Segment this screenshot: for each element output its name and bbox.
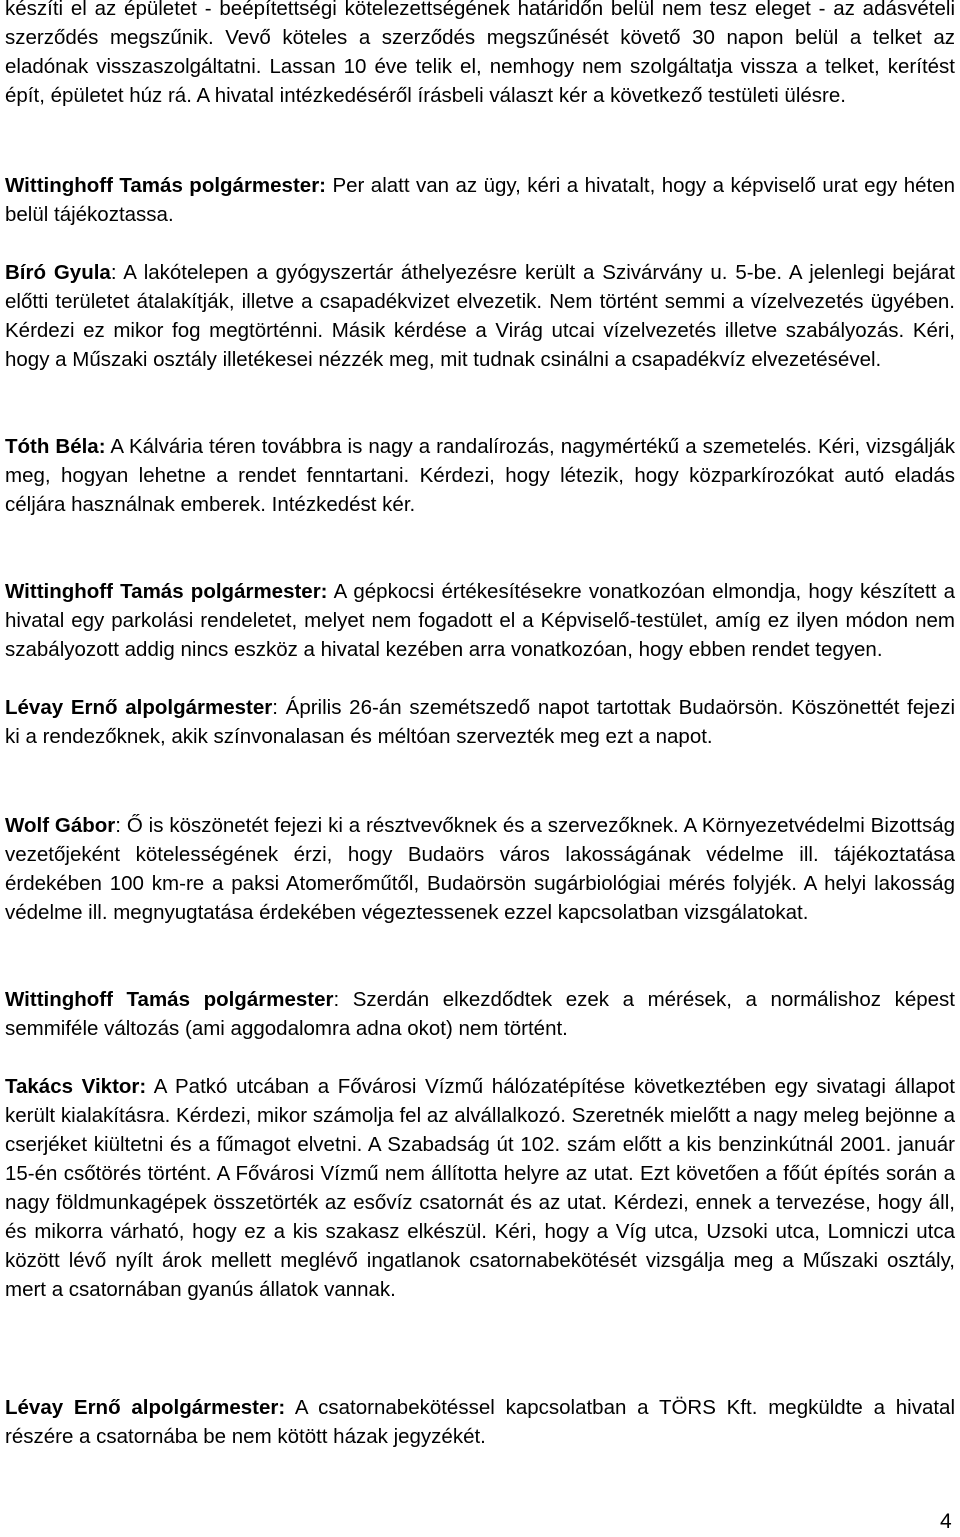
speaker-name: Wittinghoff Tamás polgármester:	[5, 580, 328, 603]
paragraph-wittinghoff-2	[5, 577, 955, 664]
speaker-name: Bíró Gyula	[5, 261, 111, 284]
paragraph-wittinghoff-3: Wittinghoff Tamás polgármester: Szerdán elkezdődtek ezek a mérések, a normálishoz képest semmiféle változás (ami aggodalomra adna okot) nem történt.	[5, 988, 955, 1040]
paragraph-biro-gyula: Bíró Gyula: A lakótelepen a gyógyszertár áthelyezésre került a Szivárvány u. 5-be. A jelenlegi bejárat előtti területet átalakítják, illetve a csapadékvizet elvezetik. Nem történt semmi a vízelvezetés ügyében. Kérdezi ez mikor fog megtörténni. Másik kérdése a Virág utcai vízelvezetés illetve szabályozás. Kéri, hogy a Műszaki osztály illetékesei nézzék meg, mit tudnak csinálni a csapadékvíz elvezetésével.	[5, 261, 955, 371]
paragraph-text: A Kálvária téren továbbra is nagy a randalírozás, nagymértékű a szemetelés. Kéri, vizsgálják meg, hogyan lehetne a rendet fenntartani. Kérdezi, hogy létezik, hogy közparkírozókat autó eladás céljára használnak emberek. Intézkedést kér.	[5, 435, 955, 516]
paragraph-text: Per alatt van az ügy, kéri a hivatalt, hogy a képviselő urat egy héten belül tájékoztassa.	[5, 174, 955, 226]
paragraph-text: A Patkó utcában a Fővárosi Vízmű hálózatépítése következtében egy sivatagi állapot került kialakításra. Kérdezi, mikor számolja fel az alvállalkozó. Szeretnék mielőtt a nagy meleg bejönne a cserjéket kiültetni és a fűmagot elvetni. A Szabadság út 102. szám előtt a kis benzinkútnál 2001. január 15-én csőtörés történt. A Fővárosi Vízmű nem állította helyre az utat. Ezt követően a főút építés során a nagy földmunkagépek összetörték az esővíz csatornát és az utat. Kérdezi, ennek a tervezése, hogy áll, és mikorra várható, hogy ez a kis szakasz elkészül. Kéri, hogy a Víg utca, Uzsoki utca, Lomniczi utca között lévő nyílt árok mellett meglévő ingatlanok csatornabekötését vizsgálja meg a Műszaki osztály, mert a csatornában gyanús állatok vannak.	[5, 1075, 955, 1301]
speaker-name: Wittinghoff Tamás polgármester:	[5, 174, 326, 197]
paragraph-text: A lakótelepen a gyógyszertár áthelyezésre került a Szivárvány u. 5-be. A jelenlegi bejárat előtti területet átalakítják, illetve a csapadékvizet elvezetik. Nem történt semmi a vízelvezetés ügyében. Kérdezi ez mikor fog megtörténni. Másik kérdése a Virág utcai vízelvezetés illetve szabályozás. Kéri, hogy a Műszaki osztály illetékesei nézzék meg, mit tudnak csinálni a csapadékvíz elvezetésével.	[5, 261, 955, 371]
paragraph-takacs-viktor	[5, 1072, 955, 1304]
paragraph-text: A csatornabekötéssel kapcsolatban a TÖRS Kft. megküldte a hivatal részére a csatornába be nem kötött házak jegyzékét.	[5, 1396, 956, 1448]
paragraph-wittinghoff-1	[5, 171, 955, 229]
paragraph-text: Ő is köszönetét fejezi ki a résztvevőknek és a szervezőknek. A Környezetvédelmi Bizottság vezetőjeként kötelességének érzi, hogy Budaörs város lakosságának védelme ill. tájékoztatása érdekében 100 km-re a paksi Atomerőműtől, Budaörsön sugárbiológiai mérés folyjék. A helyi lakosság védelme ill. megnyugtatása érdekében végeztessenek ezzel kapcsolatban vizsgálatokat.	[5, 814, 955, 924]
paragraph-text: A gépkocsi értékesítésekre vonatkozóan elmondja, hogy készített a hivatal egy parkolási rendeletet, melyet nem fogadott el a Képviselő-testület, amíg ez ilyen módon nem szabályozott addig nincs eszköz a hivatal kezében arra vonatkozóan, hogy ebben rendet tegyen.	[5, 580, 956, 661]
speaker-name: Takács Viktor:	[5, 1075, 147, 1098]
speaker-name: Lévay Ernő alpolgármester:	[5, 1396, 286, 1419]
speaker-name: Lévay Ernő alpolgármester	[5, 696, 273, 719]
paragraph-levay-1: Lévay Ernő alpolgármester: Április 26-án szemétszedő napot tartottak Budaörsön. Köszönettét fejezi ki a rendezőknek, akik színvonalasan és méltóan szervezték meg ezt a napot.	[5, 696, 956, 748]
speaker-name: Tóth Béla:	[5, 435, 106, 458]
page-number: 4	[940, 1510, 952, 1533]
speaker-name: Wolf Gábor	[5, 814, 116, 837]
paragraph-text: Április 26-án szemétszedő napot tartottak Budaörsön. Köszönettét fejezi ki a rendezőknek, akik színvonalasan és méltóan szervezték meg ezt a napot.	[5, 696, 956, 748]
paragraph-text: készíti el az épületet - beépítettségi kötelezettségének határidőn belül nem tesz eleget - az adásvételi szerződés megszűnik. Vevő köteles a szerződés megszűnését követő 30 napon belül a telket az eladónak visszaszolgáltatni. Lassan 10 éve telik el, nemhogy nem szolgáltatja vissza a telket, kerítést épít, épületet húz rá. A hivatal intézkedéséről írásbeli választ kér a következő testületi ülésre.	[5, 0, 955, 107]
paragraph-wolf-gabor: Wolf Gábor: Ő is köszönetét fejezi ki a résztvevőknek és a szervezőknek. A Környezetvédelmi Bizottság vezetőjeként kötelességének érzi, hogy Budaörs város lakosságának védelme ill. tájékoztatása érdekében 100 km-re a paksi Atomerőműtől, Budaörsön sugárbiológiai mérés folyjék. A helyi lakosság védelme ill. megnyugtatása érdekében végeztessenek ezzel kapcsolatban vizsgálatokat.	[5, 814, 955, 924]
paragraph-text: Szerdán elkezdődtek ezek a mérések, a normálishoz képest semmiféle változás (ami aggodalomra adna okot) nem történt.	[5, 988, 955, 1040]
paragraph-toth-bela	[5, 432, 955, 519]
speaker-name: Wittinghoff Tamás polgármester	[5, 988, 334, 1011]
paragraph-intro	[5, 0, 955, 110]
paragraph-levay-2	[5, 1393, 955, 1451]
